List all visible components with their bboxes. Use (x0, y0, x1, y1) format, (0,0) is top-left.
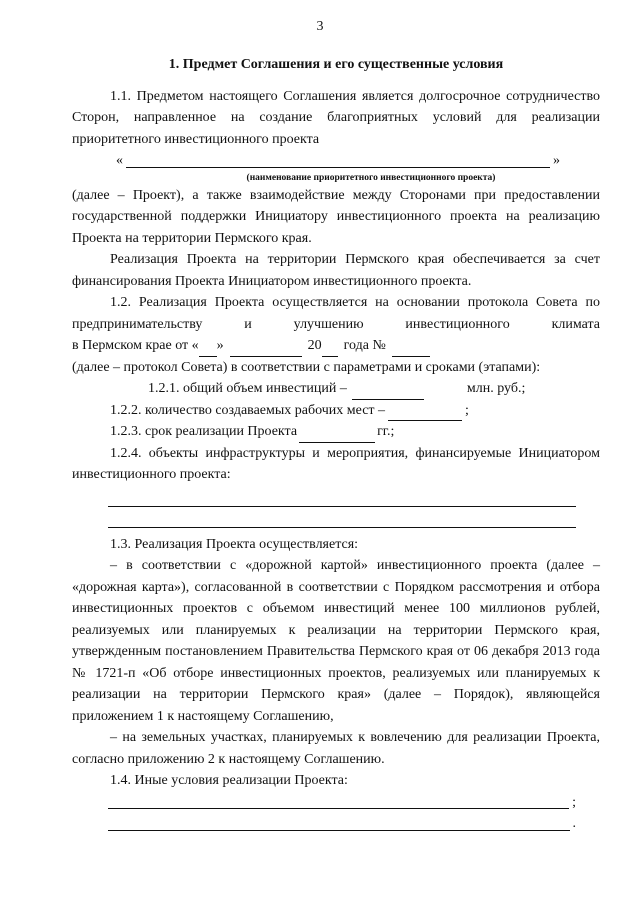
item-1-2-1-text: 1.2.1. общий объем инвестиций – (148, 381, 347, 396)
project-name-caption: (наименование приоритетного инвестиционного проекта) (246, 172, 496, 183)
protocol-year-blank (322, 342, 338, 357)
line-1-end: ; (572, 794, 576, 810)
paragraph-1-4: 1.4. Иные условия реализации Проекта: (110, 773, 348, 788)
investment-volume-blank (352, 385, 424, 400)
other-conditions-blank-1 (108, 808, 569, 809)
infrastructure-blank-2 (108, 507, 576, 528)
protocol-date-prefix: в Пермском крае от « (72, 338, 199, 353)
protocol-date-line (72, 335, 600, 357)
paragraph-1-2-continued: (далее – протокол Совета) в соответствии с параметрами и сроками (этапами): (72, 359, 541, 375)
term-blank (299, 428, 375, 443)
item-1-2-4: 1.2.4. объекты инфраструктуры и мероприятия, финансируемые Инициатором инвестиционного проекта: (72, 445, 600, 482)
item-1-2-1-unit: млн. руб.; (466, 381, 526, 396)
paragraph-1-3-roadmap: – в соответствии с «дорожной картой» инвестиционного проекта (далее – «дорожная карта»), согласованной в соответствии с Порядком рассмотрения и отбора инвестиционных проектов с объемом инвестиций менее 100 миллионов рублей, реализуемых или планируемых к реализации на территории Пермского края, утвержденным постановлением Правительства Пермского края от 06 декабря 2013 года № 1721-п «Об отборе инвестиционных проектов, реализуемых или планируемых к реализации на территории Пермского края» (далее – Порядок), являющейся приложением 1 к настоящему Соглашению, (72, 558, 600, 724)
page-number: 3 (316, 19, 324, 34)
item-1-2-2-end: ; (465, 402, 469, 418)
line-2-end: . (572, 816, 576, 831)
paragraph-1-1: 1.1. Предметом настоящего Соглашения является долгосрочное сотрудничество Сторон, направленное на создание благоприятных условий для реализации приоритетного инвестиционного проекта (72, 88, 600, 147)
item-1-2-3-unit: гг.; (377, 424, 395, 439)
item-1-2-3-text: 1.2.3. срок реализации Проекта (110, 424, 298, 439)
item-1-2-2 (72, 400, 600, 422)
open-quote: « (116, 153, 123, 168)
item-1-2-2-text: 1.2.2. количество создаваемых рабочих мест – (110, 402, 386, 418)
protocol-month-blank (230, 342, 302, 357)
other-conditions-blank-2 (108, 830, 570, 831)
paragraph-1-2: 1.2. Реализация Проекта осуществляется на основании протокола Совета по предпринимательству и улучшению инвестиционного климата (72, 295, 600, 332)
protocol-day-blank (199, 342, 217, 357)
other-conditions-line-1 (72, 792, 600, 814)
document-body (72, 54, 600, 835)
paragraph-1-3: 1.3. Реализация Проекта осуществляется: (110, 536, 359, 552)
item-1-2-1 (72, 378, 600, 400)
project-name-blank (126, 167, 550, 168)
paragraph-financing: Реализация Проекта на территории Пермского края обеспечивается за счет финансирования Проекта Инициатором инвестиционного проекта. (72, 252, 600, 289)
infrastructure-blank-1 (108, 486, 576, 507)
other-conditions-line-2 (72, 813, 600, 835)
project-name-line (72, 150, 600, 172)
paragraph-1-3-land: – на земельных участках, планируемых к вовлечению для реализации Проекта, согласно приложению 2 к настоящему Соглашению. (72, 730, 600, 767)
section-heading: 1. Предмет Соглашения и его существенные условия (168, 57, 504, 72)
protocol-year-prefix: 20 (307, 338, 322, 353)
jobs-count-blank (388, 406, 462, 421)
close-quote: » (553, 153, 560, 168)
protocol-number-label: года № (343, 338, 386, 353)
paragraph-1-1-continued: (далее – Проект), а также взаимодействие между Сторонами при предоставлении государственной поддержки Инициатору инвестиционного проекта на реализацию Проекта на территории Пермского края. (72, 187, 600, 246)
protocol-day-close-quote: » (216, 338, 224, 353)
protocol-number-blank (392, 342, 430, 357)
item-1-2-3 (72, 421, 600, 443)
